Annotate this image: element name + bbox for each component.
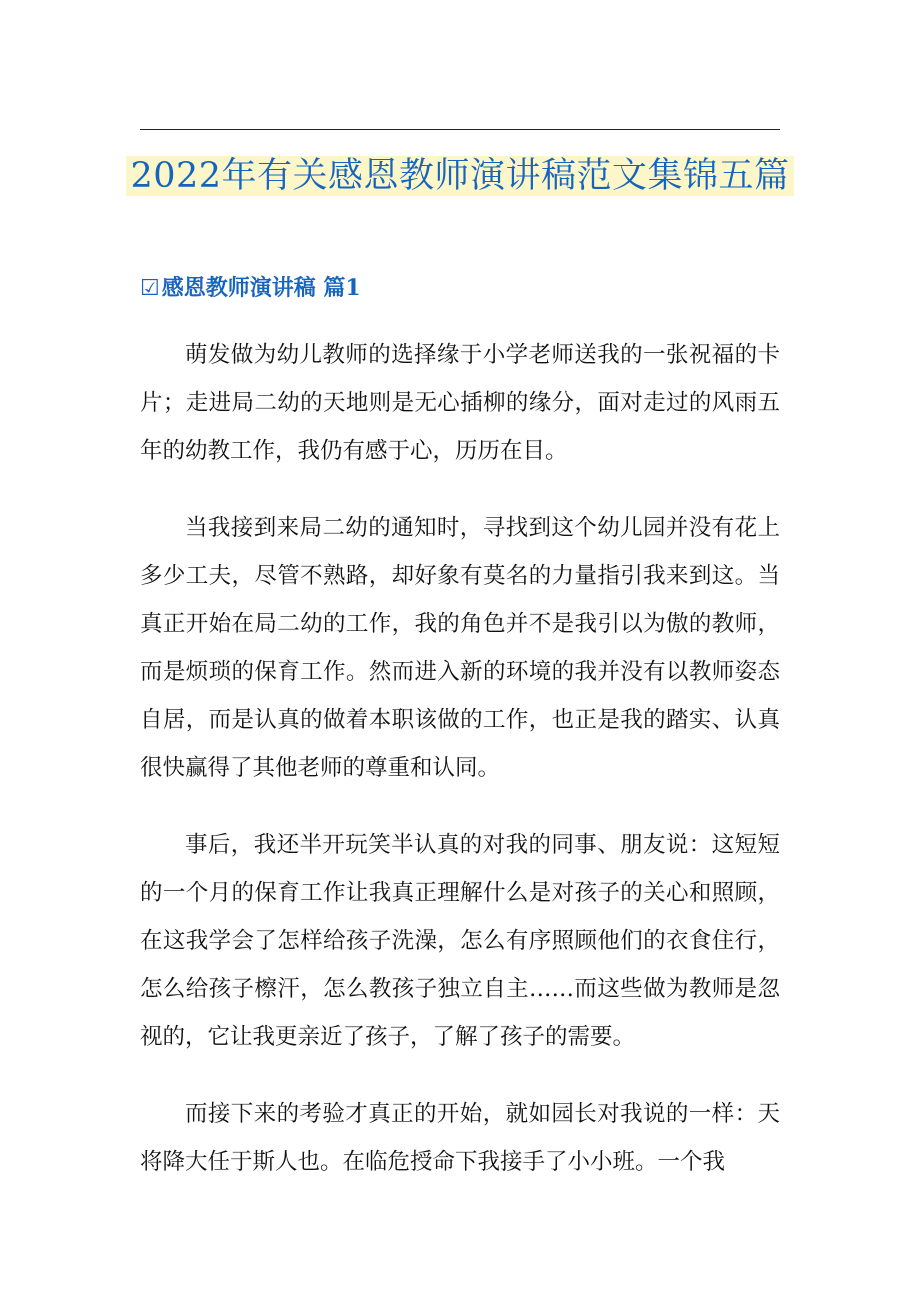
paragraph: 萌发做为幼儿教师的选择缘于小学老师送我的一张祝福的卡片；走进局二幼的天地则是无心插柳的缘分，面对走过的风雨五年的幼教工作，我仍有感于心，历历在目。 <box>140 342 780 464</box>
paragraph: 而接下来的考验才真正的开始，就如园长对我说的一样：天将降大任于斯人也。在临危授命下我接手了小小班。一个我 <box>140 1101 780 1175</box>
paragraph: 事后，我还半开玩笑半认真的对我的同事、朋友说：这短短的一个月的保育工作让我真正理解什么是对孩子的关心和照顾，在这我学会了怎样给孩子洗澡，怎么有序照顾他们的衣食住行，怎么给孩子檫汗，怎么教孩子独立自主……而这些做为教师是忽视的，它让我更亲近了孩子，了解了孩子的需要。 <box>140 832 780 1050</box>
paragraph: 当我接到来局二幼的通知时，寻找到这个幼儿园并没有花上多少工夫，尽管不熟路，却好象有莫名的力量指引我来到这。当真正开始在局二幼的工作，我的角色并不是我引以为傲的教师，而是烦琐的保育工作。然而进入新的环境的我并没有以教师姿态自居，而是认真的做着本职该做的工作，也正是我的踏实、认真很快赢得了其他老师的尊重和认同。 <box>140 515 780 781</box>
top-rule <box>140 129 780 130</box>
document-title-text: 2022年有关感恩教师演讲稿范文集锦五篇 <box>126 156 793 196</box>
section-heading <box>140 272 361 305</box>
body-content <box>140 331 780 1215</box>
document-title <box>0 152 920 200</box>
section-heading-text: 感恩教师演讲稿 篇1 <box>161 275 361 301</box>
checkbox-icon: ☑ <box>140 276 160 301</box>
